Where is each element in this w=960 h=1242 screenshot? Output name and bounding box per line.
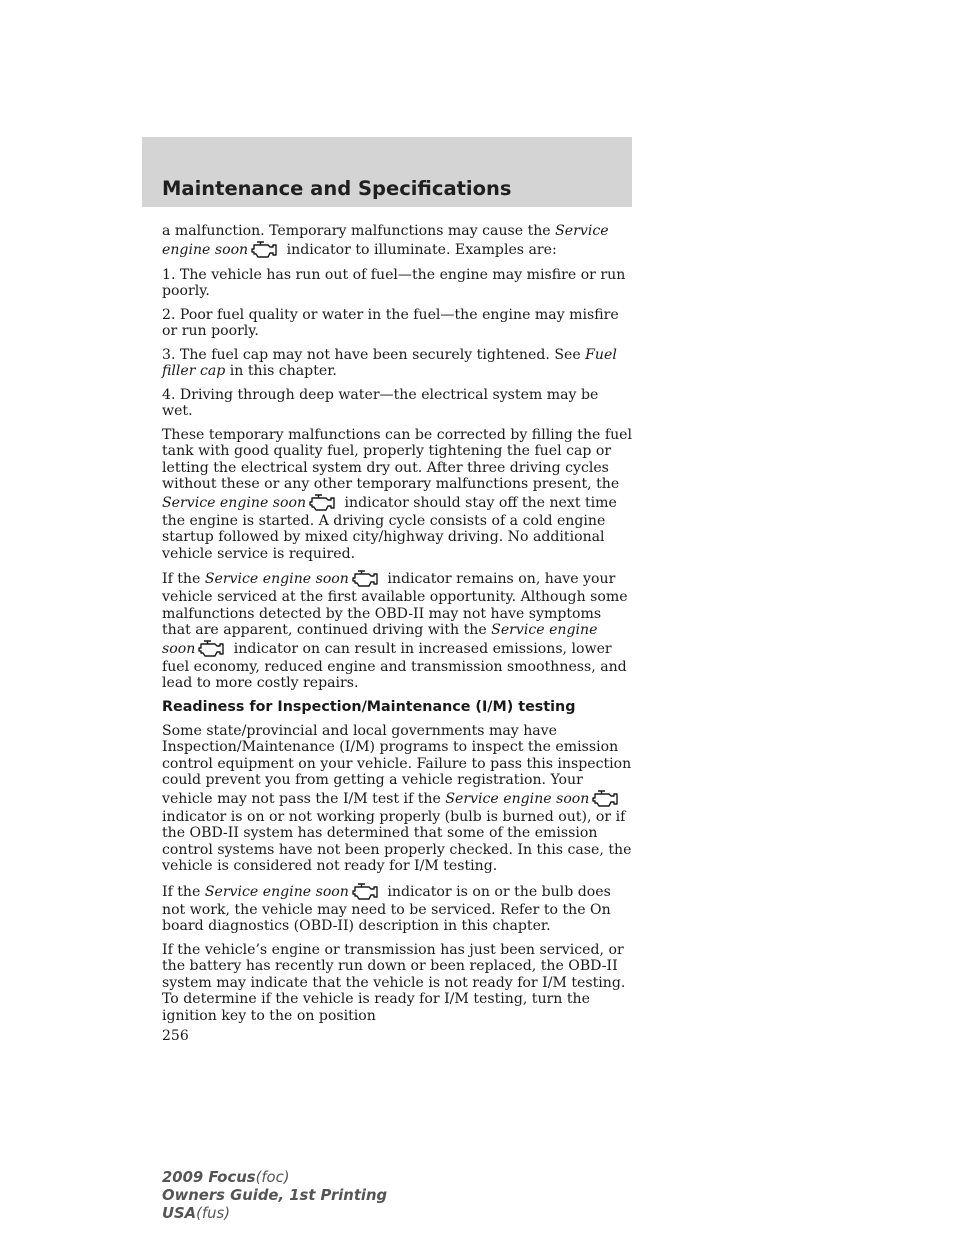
paragraph-bulb: If the Service engine soon indicator is on or the bulb does not work, the vehicle may need to be serviced. Refer to the On board diagnostics (OBD-II) description in this chapter.: [162, 883, 611, 934]
page-number: 256: [162, 1028, 189, 1044]
engine-icon: [250, 240, 279, 260]
engine-icon: [197, 639, 226, 659]
engine-icon: [591, 789, 620, 809]
section-title: Maintenance and Specifications: [162, 177, 512, 200]
engine-icon: [351, 882, 380, 902]
footer: [162, 1169, 387, 1223]
paragraph-im-programs: Some state/provincial and local governments may have Inspection/Maintenance (I/M) programs to inspect the emission control equipment on your vehicle. Failure to pass this inspection could prevent you from getting a vehicle registration. Your vehicle may not pass the I/M test if the Service engine soon indicator is on or not working properly (bulb is burned out), or if the OBD-II system has determined that some of the emission control systems have not been properly checked. In this case, the vehicle is considered not ready for I/M testing.: [162, 722, 632, 874]
list-item: 4. Driving through deep water—the electrical system may be wet.: [162, 386, 599, 419]
list-item: 3. The fuel cap may not have been securely tightened. See Fuel filler cap in this chapter.: [162, 346, 617, 379]
footer-line-model: 2009 Focus(foc): [162, 1169, 290, 1186]
list-item: 1. The vehicle has run out of fuel—the engine may misfire or run poorly.: [162, 266, 626, 299]
paragraph-readiness-check: If the vehicle’s engine or transmission has just been serviced, or the battery has recently run down or been replaced, the OBD-II system may indicate that the vehicle is not ready for I/M testing. To determine if the vehicle is ready for I/M testing, turn the ignition key to the on position: [162, 941, 626, 1024]
paragraph-indicator-remains-on: If the Service engine soon indicator remains on, have your vehicle serviced at the first available opportunity. Although some malfunctions detected by the OBD-II may not have symptoms that are apparent, continued driving with the Service engine soon indicator on can result in increased emissions, lower fuel economy, reduced engine and transmission smoothness, and lead to more costly repairs.: [162, 571, 628, 691]
footer-line-printing: Owners Guide, 1st Printing: [162, 1187, 388, 1204]
list-item: 2. Poor fuel quality or water in the fuel—the engine may misfire or run poorly.: [162, 306, 619, 339]
engine-icon: [351, 569, 380, 589]
engine-icon: [308, 493, 337, 513]
footer-line-region: USA(fus): [162, 1205, 230, 1222]
paragraph-temporary-malfunctions: These temporary malfunctions can be corrected by filling the fuel tank with good quality fuel, properly tightening the fuel cap or letting the electrical system dry out. After three driving cycles without these or any other temporary malfunctions present, the Service engine soon indicator should stay off the next time the engine is started. A driving cycle consists of a cold engine startup followed by mixed city/highway driving. No additional vehicle service is required.: [162, 426, 633, 562]
subheading-readiness: Readiness for Inspection/Maintenance (I/M) testing: [162, 698, 576, 715]
page-content: [162, 223, 632, 1031]
paragraph-intro: a malfunction. Temporary malfunctions may cause the Service engine soon indicator to illuminate. Examples are:: [162, 223, 609, 258]
section-header: [142, 137, 632, 207]
